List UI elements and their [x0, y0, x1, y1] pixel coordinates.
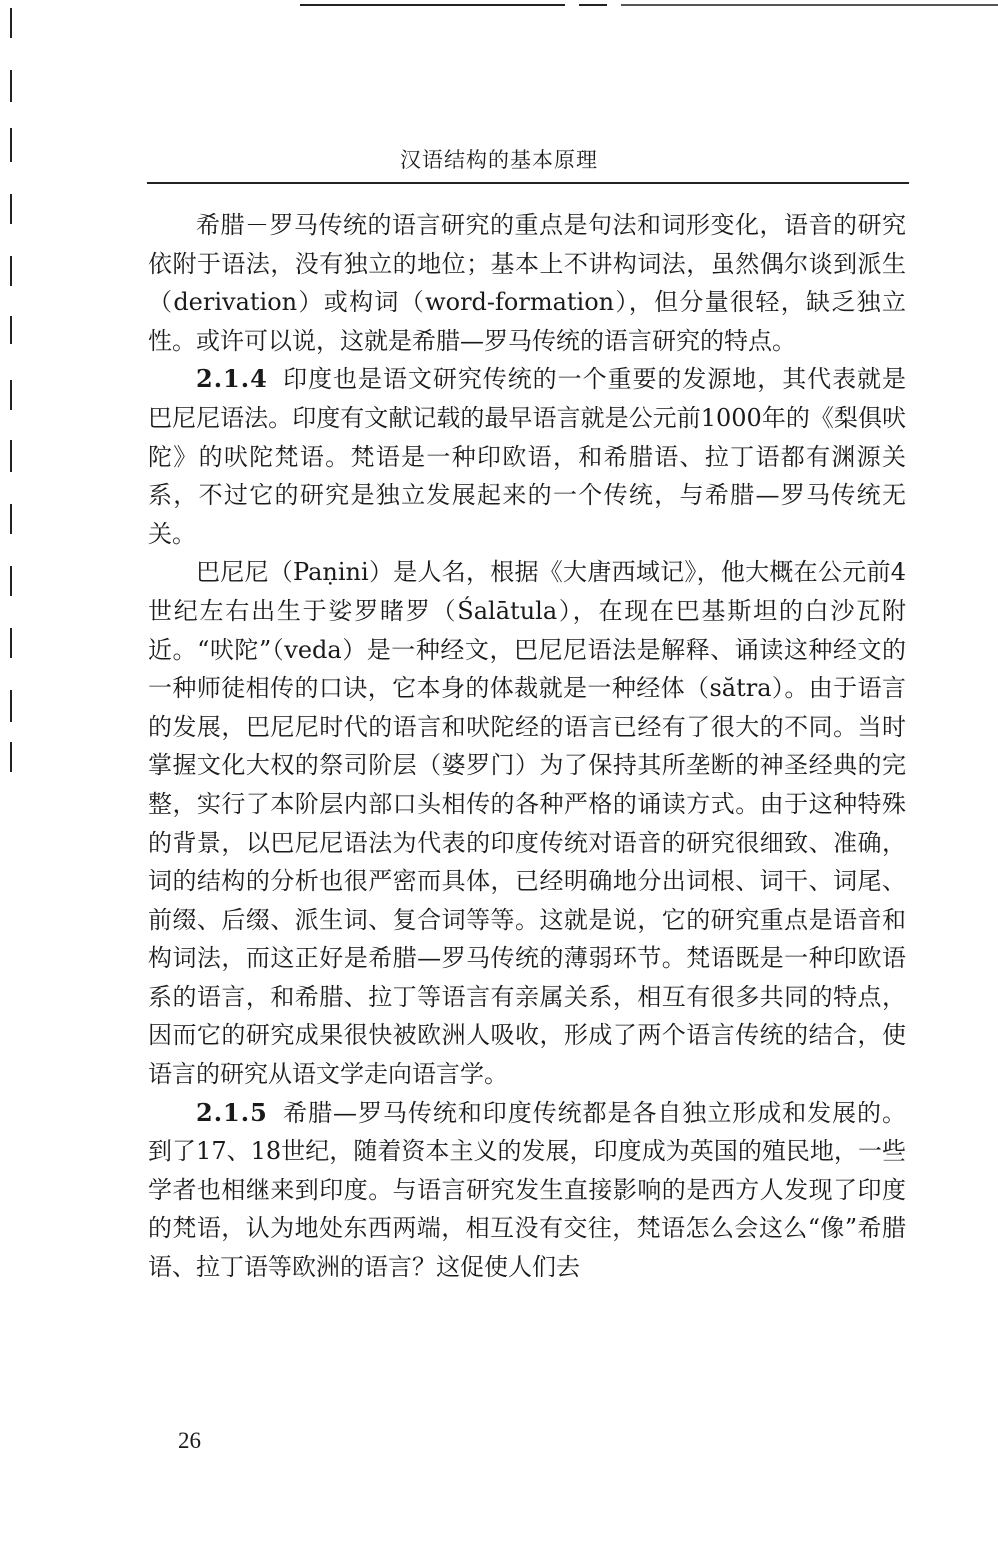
margin-mark: [10, 566, 12, 596]
left-margin-marks: [0, 0, 20, 1557]
margin-mark: [10, 504, 12, 534]
paragraph-text: 希腊—罗马传统和印度传统都是各自独立形成和发展的。到了17、18世纪，随着资本主义的发展，印度成为英国的殖民地，一些学者也相继来到印度。与语言研究发生直接影响的是西方人发现了印度的梵语，认为地处东西两端，相互没有交往，梵语怎么会这么“像”希腊语、拉丁语等欧洲的语言？这促使人们去: [148, 1098, 906, 1282]
paragraph: [148, 553, 906, 1093]
margin-mark: [10, 742, 12, 772]
page-number: 26: [178, 1428, 201, 1453]
margin-mark: [10, 380, 12, 410]
section-number: 2.1.5: [196, 1097, 268, 1127]
running-head: 汉语结构的基本原理: [400, 148, 598, 172]
paragraph: [148, 1094, 906, 1287]
paragraph-text: 巴尼尼（Paṇini）是人名，根据《大唐西域记》，他大概在公元前4世纪左右出生于娑罗睹罗（Śalātula），在现在巴基斯坦的白沙瓦附近。“吠陀”（veda）是一种经文，巴尼尼语法是解释、诵读这种经文的一种师徒相传的口诀，它本身的体裁就是一种经体（sătra）。由于语言的发展，巴尼尼时代的语言和吠陀经的语言已经有了很大的不同。当时掌握文化大权的祭司阶层（婆罗门）为了保持其所垄断的神圣经典的完整，实行了本阶层内部口头相传的各种严格的诵读方式。由于这种特殊的背景，以巴尼尼语法为代表的印度传统对语音的研究很细致、准确，词的结构的分析也很严密而具体，已经明确地分出词根、词干、词尾、前缀、后缀、派生词、复合词等等。这就是说，它的研究重点是语音和构词法，而这正好是希腊—罗马传统的薄弱环节。梵语既是一种印欧语系的语言，和希腊、拉丁等语言有亲属关系，相互有很多共同的特点，因而它的研究成果很快被欧洲人吸收，形成了两个语言传统的结合，使语言的研究从语文学走向语言学。: [148, 558, 906, 1089]
margin-mark: [10, 70, 12, 102]
section-number: 2.1.4: [196, 364, 268, 394]
paragraph-text: 希腊－罗马传统的语言研究的重点是句法和词形变化，语音的研究依附于语法，没有独立的地位；基本上不讲构词法，虽然偶尔谈到派生（derivation）或构词（word-formation），但分量很轻，缺乏独立性。或许可以说，这就是希腊—罗马传统的语言研究的特点。: [148, 211, 906, 355]
paragraph-text: 印度也是语文研究传统的一个重要的发源地，其代表就是巴尼尼语法。印度有文献记载的最早语言就是公元前1000年的《梨俱吠陀》的吠陀梵语。梵语是一种印欧语，和希腊语、拉丁语都有渊源关系，不过它的研究是独立发展起来的一个传统，与希腊—罗马传统无关。: [148, 365, 906, 548]
paragraph: [148, 360, 906, 553]
header-rule: [147, 182, 909, 184]
margin-mark: [10, 194, 12, 224]
margin-mark: [10, 8, 12, 38]
body-text: [148, 206, 906, 1287]
top-scan-rule: [300, 4, 998, 6]
margin-mark: [10, 440, 12, 472]
margin-mark: [10, 256, 12, 286]
paragraph: [148, 206, 906, 360]
margin-mark: [10, 316, 12, 344]
margin-mark: [10, 628, 12, 658]
margin-mark: [10, 690, 12, 722]
